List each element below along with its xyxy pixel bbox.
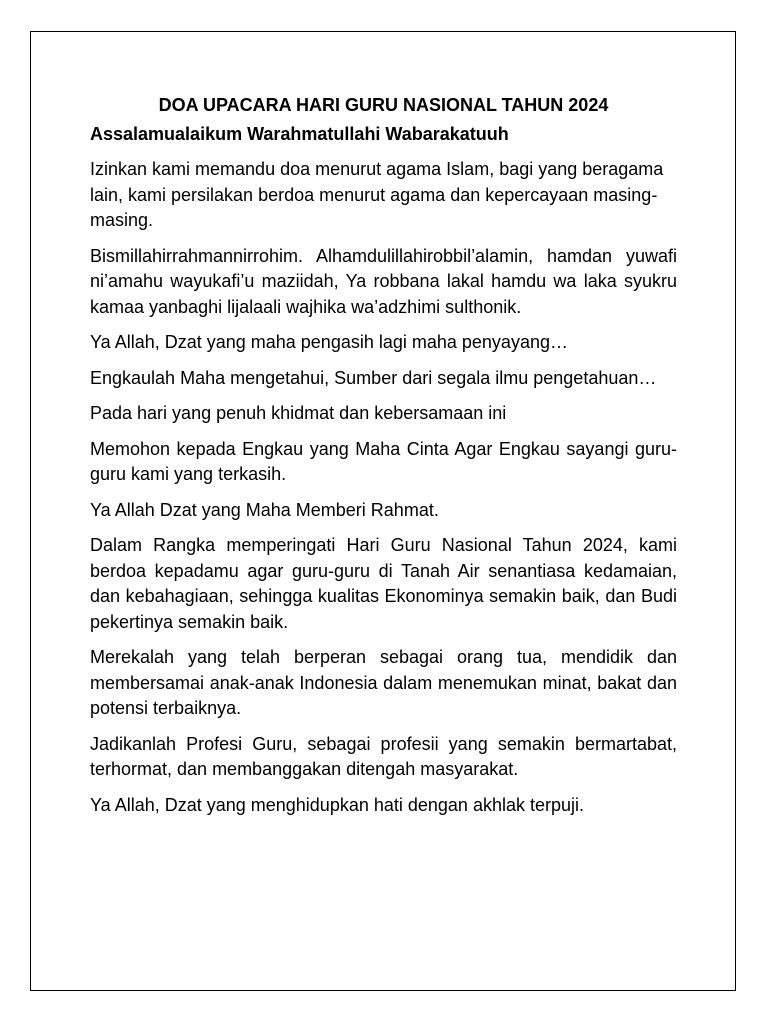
paragraph-dalam-rangka: Dalam Rangka memperingati Hari Guru Nasional Tahun 2024, kami berdoa kepadamu agar guru-guru di Tanah Air senantiasa kedamaian, dan kebahagiaan, sehingga kualitas Ekonominya semakin baik, dan Budi pekertinya semakin baik. (90, 535, 677, 632)
paragraph-engkaulah: Engkaulah Maha mengetahui, Sumber dari segala ilmu pengetahuan… (90, 367, 657, 388)
paragraph-intro: Izinkan kami memandu doa menurut agama Islam, bagi yang beragama lain, kami persilakan berdoa menurut agama dan kepercayaan masing-masing. (90, 159, 664, 230)
paragraph-ya-allah-akhlak: Ya Allah, Dzat yang menghidupkan hati dengan akhlak terpuji. (90, 794, 584, 815)
paragraph-merekalah: Merekalah yang telah berperan sebagai orang tua, mendidik dan membersamai anak-anak Indonesia dalam menemukan minat, bakat dan potensi terbaiknya. (90, 647, 677, 718)
paragraph-jadikanlah: Jadikanlah Profesi Guru, sebagai profesii yang semakin bermartabat, terhormat, dan membanggakan ditengah masyarakat. (90, 733, 677, 779)
paragraph-ya-allah-pengasih: Ya Allah, Dzat yang maha pengasih lagi maha penyayang… (90, 332, 568, 352)
paragraph-pada-hari: Pada hari yang penuh khidmat dan kebersamaan ini (90, 403, 507, 423)
document-title: DOA UPACARA HARI GURU NASIONAL TAHUN 2024 (158, 95, 609, 115)
paragraph-memohon: Memohon kepada Engkau yang Maha Cinta Agar Engkau sayangi guru-guru kami yang terkasih. (90, 438, 677, 484)
salutation: Assalamualaikum Warahmatullahi Wabarakatuuh (90, 124, 509, 144)
paragraph-bismillah: Bismillahirrahmannirrohim. Alhamdulillahirobbil’alamin, hamdan yuwafi ni’amahu wayukafi’u maziidah, Ya robbana lakal hamdu wa laka syukru kamaa yanbaghi lijalaali wajhika wa’adzhimi sulthonik. (90, 245, 677, 317)
paragraph-ya-allah-rahmat: Ya Allah Dzat yang Maha Memberi Rahmat. (90, 499, 439, 520)
document-body (90, 93, 677, 828)
